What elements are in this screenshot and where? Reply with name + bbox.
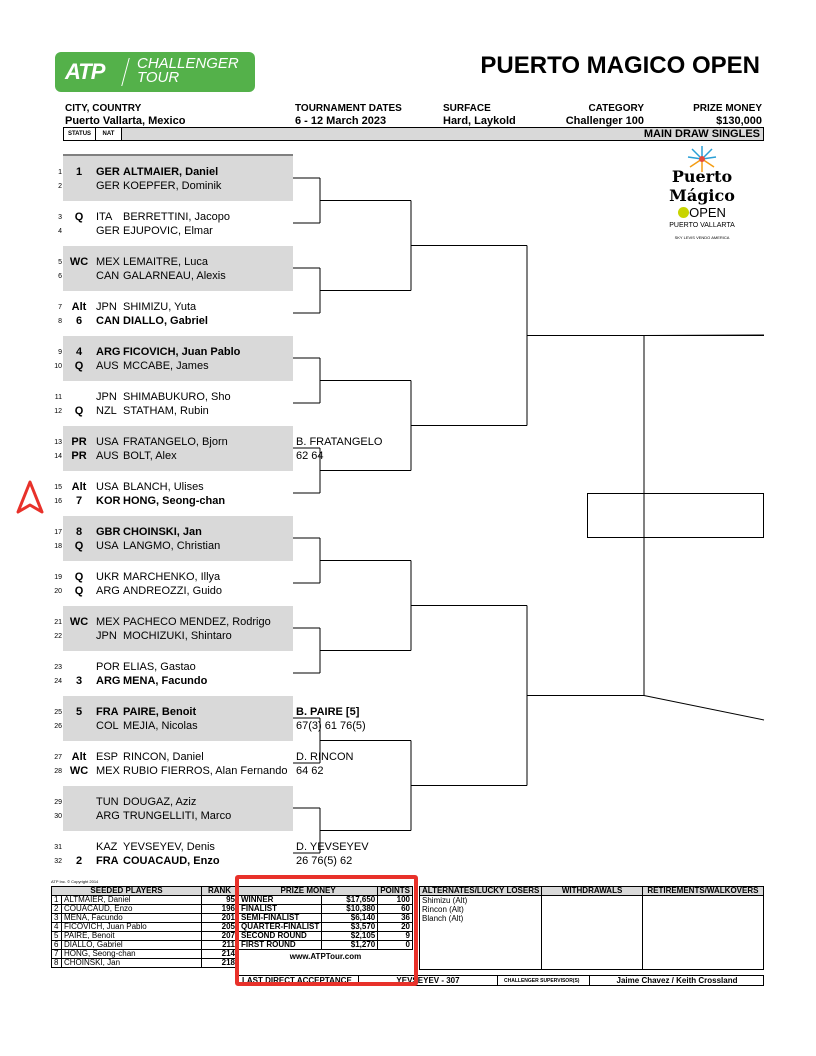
player-name: FICOVICH, Juan Pablo: [123, 346, 241, 358]
draw-position: 15: [54, 484, 62, 491]
highlight-box: [235, 875, 418, 986]
player-status: Alt: [71, 481, 87, 493]
player-status: 7: [75, 495, 83, 507]
player-nat: ITA: [96, 211, 113, 223]
player-status: Q: [74, 211, 84, 223]
player-status: Q: [74, 585, 84, 597]
draw-position: 14: [54, 453, 62, 460]
draw-position: 30: [54, 813, 62, 820]
player-status: 1: [75, 166, 83, 178]
logo-line2: TOUR: [137, 69, 180, 86]
player-name: MARCHENKO, Illya: [123, 571, 221, 583]
prize-amount: $10,380: [322, 905, 378, 914]
draw-position: 6: [58, 273, 62, 280]
alternate-entry: Rincon (Alt): [422, 905, 464, 914]
player-nat: POR: [96, 661, 120, 673]
retirements-header: RETIREMENTS/WALKOVERS: [642, 887, 763, 896]
draw-position: 29: [54, 799, 62, 806]
draw-position: 32: [54, 858, 62, 865]
player-name: LEMAITRE, Luca: [123, 256, 208, 268]
seed-number: 8: [52, 959, 62, 968]
player-name: SHIMIZU, Yuta: [123, 301, 197, 313]
supervisor-value: Jaime Chavez / Keith Crossland: [589, 976, 764, 985]
round2-winner-name: B. FRATANGELO: [296, 436, 383, 448]
bracket-line: [644, 696, 764, 721]
seeded-row: [52, 932, 238, 941]
seeded-row: [52, 950, 238, 959]
player-nat: MEX: [96, 765, 120, 777]
draw-position: 16: [54, 498, 62, 505]
nat-column: NAT: [96, 128, 122, 140]
player-nat: USA: [96, 481, 119, 493]
seed-rank: 95: [202, 896, 238, 905]
player-nat: CAN: [96, 270, 120, 282]
lda-label: LAST DIRECT ACCEPTANCE: [242, 976, 352, 985]
category-label: CATEGORY: [588, 103, 644, 114]
player-status: Q: [74, 540, 84, 552]
player-name: COUACAUD, Enzo: [123, 855, 220, 867]
seed-number: 4: [52, 923, 62, 932]
seed-number: 1: [52, 896, 62, 905]
category-value: Challenger 100: [565, 115, 644, 127]
alternates-header: ALTERNATES/LUCKY LOSERS: [420, 887, 542, 896]
player-nat: ARG: [96, 585, 120, 597]
surface-label: SURFACE: [443, 103, 491, 114]
seeded-row: [52, 914, 238, 923]
player-status: PR: [71, 450, 87, 462]
player-name: ANDREOZZI, Guido: [123, 585, 223, 597]
player-nat: UKR: [96, 571, 120, 583]
prize-round: FINALIST: [239, 905, 322, 914]
player-nat: NZL: [96, 405, 117, 417]
seed-rank: 196: [202, 905, 238, 914]
seed-number: 2: [52, 905, 62, 914]
draw-position: 25: [54, 709, 62, 716]
player-nat: AUS: [96, 360, 119, 372]
withdrawals-header: WITHDRAWALS: [542, 887, 642, 896]
player-name: DIALLO, Gabriel: [123, 315, 208, 327]
draw-position: 31: [54, 844, 62, 851]
alternate-entry: Shimizu (Alt): [422, 896, 468, 905]
seed-rank: 211: [202, 941, 238, 950]
seed-number: 5: [52, 932, 62, 941]
seed-rank: 218: [202, 959, 238, 968]
player-nat: MEX: [96, 256, 120, 268]
draw-position: 24: [54, 678, 62, 685]
draw-position: 5: [58, 259, 62, 266]
draw-position: 8: [58, 318, 62, 325]
player-name: RINCON, Daniel: [123, 751, 204, 763]
prize-amount: $17,650: [322, 896, 378, 905]
prize-points: 9: [378, 932, 413, 941]
prize-points: 20: [378, 923, 413, 932]
player-name: MCCABE, James: [123, 360, 209, 372]
player-nat: JPN: [96, 391, 117, 403]
player-status: 3: [75, 675, 83, 687]
round2-winner-name: D. RINCON: [296, 751, 354, 763]
prize-round: SECOND ROUND: [239, 932, 322, 941]
sponsor-city: PUERTO VALLARTA: [669, 222, 735, 229]
player-nat: JPN: [96, 301, 117, 313]
player-name: FRATANGELO, Bjorn: [123, 436, 228, 448]
draw-position: 13: [54, 439, 62, 446]
player-name: TRUNGELLITI, Marco: [123, 810, 232, 822]
player-name: LANGMO, Christian: [123, 540, 221, 552]
player-nat: ESP: [96, 751, 119, 763]
prize-header: PRIZE MONEY: [239, 887, 378, 896]
player-nat: KOR: [96, 495, 121, 507]
draw-position: 2: [58, 183, 62, 190]
seeded-row: [52, 923, 238, 932]
player-nat: AUS: [96, 450, 119, 462]
seed-player: COUACAUD, Enzo: [62, 905, 202, 914]
player-nat: ARG: [96, 346, 121, 358]
seed-player: PAIRE, Benoit: [62, 932, 202, 941]
player-name: EJUPOVIC, Elmar: [123, 225, 213, 237]
player-name: PAIRE, Benoit: [123, 706, 197, 718]
player-name: PACHECO MENDEZ, Rodrigo: [123, 616, 271, 628]
champion-box: [587, 493, 764, 538]
seed-rank: 201: [202, 914, 238, 923]
logo-line1: CHALLENGER: [137, 55, 239, 72]
seed-player: DIALLO, Gabriel: [62, 941, 202, 950]
prize-points: 60: [378, 905, 413, 914]
player-name: BERRETTINI, Jacopo: [123, 211, 230, 223]
sponsor-small: SKY LEVIS VENDO AMERICA: [674, 235, 730, 240]
draw-position: 7: [58, 304, 62, 311]
website[interactable]: www.ATPTour.com: [289, 952, 362, 961]
prize-round: QUARTER-FINALIST: [239, 923, 322, 932]
player-nat: FRA: [96, 855, 119, 867]
player-name: MEJIA, Nicolas: [123, 720, 198, 732]
seed-rank: 207: [202, 932, 238, 941]
player-status: Alt: [71, 301, 87, 313]
seed-player: CHOINSKI, Jan: [62, 959, 202, 968]
player-name: GALARNEAU, Alexis: [123, 270, 226, 282]
surface-value: Hard, Laykold: [443, 115, 516, 127]
draw-position: 22: [54, 633, 62, 640]
draw-position: 17: [54, 529, 62, 536]
seed-number: 3: [52, 914, 62, 923]
player-name: SHIMABUKURO, Sho: [123, 391, 231, 403]
seed-player: MENA, Facundo: [62, 914, 202, 923]
seeded-header: SEEDED PLAYERS: [52, 887, 202, 896]
player-status: Q: [74, 571, 84, 583]
bracket-line: [644, 335, 764, 336]
points-header: POINTS: [378, 887, 413, 896]
round2-winner-score: 67(3) 61 76(5): [296, 720, 366, 732]
draw-position: 12: [54, 408, 62, 415]
draw-position: 10: [54, 363, 62, 370]
dates-label: TOURNAMENT DATES: [295, 103, 402, 114]
round2-winner-name: B. PAIRE [5]: [296, 706, 360, 718]
player-status: WC: [69, 765, 89, 777]
prize-round: WINNER: [239, 896, 322, 905]
seed-player: FICOVICH, Juan Pablo: [62, 923, 202, 932]
player-name: ALTMAIER, Daniel: [123, 166, 219, 178]
tournament-title: PUERTO MAGICO OPEN: [480, 52, 760, 79]
draw-position: 19: [54, 574, 62, 581]
player-nat: ARG: [96, 675, 121, 687]
draw-position: 9: [58, 349, 62, 356]
draw-position: 23: [54, 664, 62, 671]
seed-rank: 205: [202, 923, 238, 932]
player-name: MOCHIZUKI, Shintaro: [123, 630, 232, 642]
seed-number: 7: [52, 950, 62, 959]
seed-player: ALTMAIER, Daniel: [62, 896, 202, 905]
player-status: 2: [75, 855, 83, 867]
round2-winner-score: 26 76(5) 62: [296, 855, 353, 867]
player-nat: GER: [96, 166, 120, 178]
lda-value: YEVSEYEV - 307: [358, 976, 498, 985]
rank-header: RANK: [202, 887, 238, 896]
player-nat: USA: [96, 540, 119, 552]
prize-amount: $1,270: [322, 941, 378, 950]
draw-position: 20: [54, 588, 62, 595]
draw-position: 27: [54, 754, 62, 761]
seed-rank: 214: [202, 950, 238, 959]
copyright: ATP Inc. © Copyright 2014: [51, 879, 99, 884]
player-nat: GER: [96, 225, 120, 237]
draw-position: 4: [58, 228, 62, 235]
player-name: YEVSEYEV, Denis: [123, 841, 215, 853]
seeded-row: [52, 941, 238, 950]
draw-position: 3: [58, 214, 62, 221]
sponsor-open-text: OPEN: [689, 205, 726, 220]
prize-value: $130,000: [716, 115, 762, 127]
player-status: 6: [75, 315, 83, 327]
draw-position: 26: [54, 723, 62, 730]
player-nat: COL: [96, 720, 119, 732]
player-nat: JPN: [96, 630, 117, 642]
player-name: ELIAS, Gastao: [123, 661, 196, 673]
seed-player: HONG, Seong-chan: [62, 950, 202, 959]
seed-number: 6: [52, 941, 62, 950]
draw-position: 21: [54, 619, 62, 626]
sponsor-name: Puerto Mágico: [669, 167, 735, 205]
alternate-entry: Blanch (Alt): [422, 914, 464, 923]
seeded-row: [52, 959, 238, 968]
player-status: WC: [69, 616, 89, 628]
prize-points: 100: [378, 896, 413, 905]
player-name: KOEPFER, Dominik: [123, 180, 222, 192]
player-status: Alt: [71, 751, 87, 763]
player-name: RUBIO FIERROS, Alan Fernando: [123, 765, 288, 777]
side-tables: [419, 886, 764, 970]
status-column: STATUS: [64, 128, 96, 140]
player-name: STATHAM, Rubin: [123, 405, 209, 417]
player-status: 8: [75, 526, 83, 538]
logo-atp-text: ATP: [65, 59, 105, 84]
round2-winner-score: 64 62: [296, 765, 324, 777]
round2-winner-name: D. YEVSEYEV: [296, 841, 369, 853]
player-name: BLANCH, Ulises: [123, 481, 204, 493]
prize-round: SEMI-FINALIST: [239, 914, 322, 923]
player-nat: USA: [96, 436, 119, 448]
prize-amount: $6,140: [322, 914, 378, 923]
round2-winner-score: 62 64: [296, 450, 324, 462]
player-name: BOLT, Alex: [123, 450, 177, 462]
seeded-row: [52, 896, 238, 905]
player-name: DOUGAZ, Aziz: [123, 796, 197, 808]
draw-title: MAIN DRAW SINGLES: [643, 128, 760, 140]
prize-amount: $2,105: [322, 932, 378, 941]
player-nat: TUN: [96, 796, 119, 808]
player-status: 4: [75, 346, 83, 358]
player-nat: FRA: [96, 706, 119, 718]
player-nat: GBR: [96, 526, 121, 538]
player-status: 5: [75, 706, 83, 718]
player-name: MENA, Facundo: [123, 675, 208, 687]
supervisor-label: CHALLENGER SUPERVISOR(S): [504, 978, 580, 984]
player-nat: ARG: [96, 810, 120, 822]
player-name: HONG, Seong-chan: [123, 495, 226, 507]
prize-amount: $3,570: [322, 923, 378, 932]
seeded-players-table: [51, 886, 238, 968]
player-nat: CAN: [96, 315, 120, 327]
alternates-list: [420, 896, 542, 970]
prize-points: 0: [378, 941, 413, 950]
player-status: WC: [69, 256, 89, 268]
city-value: Puerto Vallarta, Mexico: [65, 115, 186, 127]
player-nat: GER: [96, 180, 120, 192]
draw-position: 11: [54, 394, 62, 401]
prize-round: FIRST ROUND: [239, 941, 322, 950]
draw-position: 1: [58, 169, 62, 176]
draw-position: 18: [54, 543, 62, 550]
prize-points: 36: [378, 914, 413, 923]
draw-position: 28: [54, 768, 62, 775]
player-nat: MEX: [96, 616, 120, 628]
city-label: CITY, COUNTRY: [65, 103, 142, 114]
dates-value: 6 - 12 March 2023: [295, 115, 387, 127]
player-status: Q: [74, 360, 84, 372]
player-status: PR: [71, 436, 87, 448]
player-status: Q: [74, 405, 84, 417]
prize-label: PRIZE MONEY: [693, 103, 762, 114]
seeded-row: [52, 905, 238, 914]
red-marker-icon: [16, 480, 44, 516]
player-name: CHOINSKI, Jan: [123, 526, 202, 538]
player-nat: KAZ: [96, 841, 118, 853]
